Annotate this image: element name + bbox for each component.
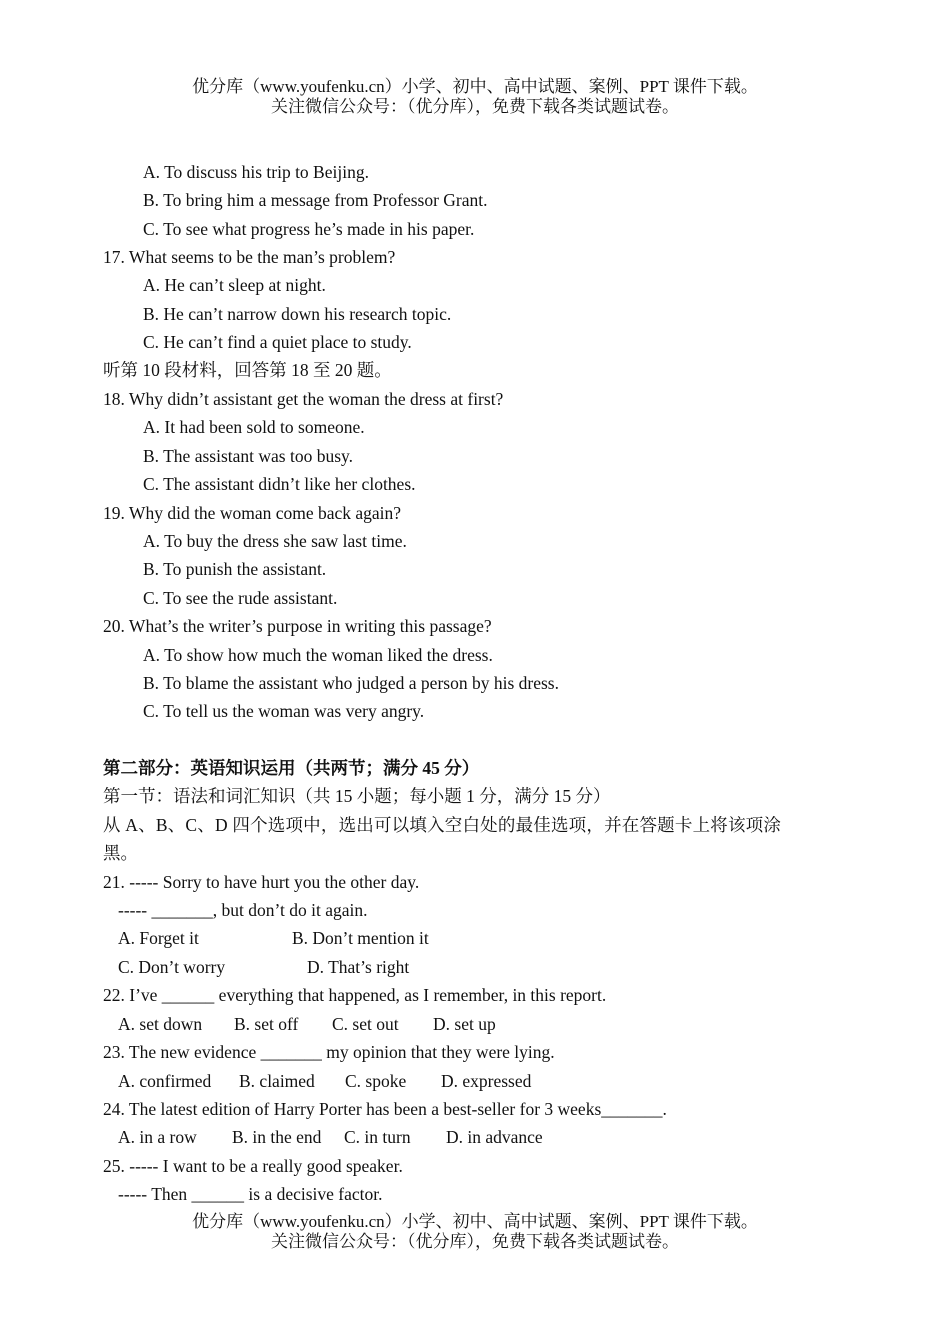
- q24-option-c: C. in turn: [344, 1127, 411, 1147]
- q19-option-b: B. To punish the assistant.: [143, 559, 327, 579]
- q17-option-c: C. He can’t find a quiet place to study.: [143, 332, 412, 352]
- q18-option-c: C. The assistant didn’t like her clothes.: [143, 474, 416, 494]
- q20-stem: 20. What’s the writer’s purpose in writing this passage?: [103, 616, 492, 636]
- q16-option-a: A. To discuss his trip to Beijing.: [143, 162, 369, 182]
- q21-reply: ----- _______, but don’t do it again.: [118, 900, 368, 920]
- q16-option-b: B. To bring him a message from Professor Grant.: [143, 190, 488, 210]
- q21-stem: 21. ----- Sorry to have hurt you the other day.: [103, 872, 420, 892]
- q21-option-b: B. Don’t mention it: [292, 928, 429, 948]
- q23-option-d: D. expressed: [441, 1071, 532, 1091]
- header-line-2: 关注微信公众号：（优分库），免费下载各类试题试卷。: [271, 97, 679, 116]
- q22-option-b: B. set off: [234, 1014, 299, 1034]
- q16-option-c: C. To see what progress he’s made in his paper.: [143, 219, 475, 239]
- q18-stem: 18. Why didn’t assistant get the woman the dress at first?: [103, 389, 504, 409]
- q20-option-b: B. To blame the assistant who judged a person by his dress.: [143, 673, 559, 693]
- q22-option-a: A. set down: [118, 1014, 203, 1034]
- q17-option-b: B. He can’t narrow down his research topic.: [143, 304, 452, 324]
- part2-title: 第二部分：英语知识运用（共两节；满分 45 分）: [103, 758, 480, 778]
- part2-section1: 第一节：语法和词汇知识（共 15 小题；每小题 1 分，满分 15 分）: [103, 786, 611, 806]
- q24-option-a: A. in a row: [118, 1127, 197, 1147]
- q17-stem: 17. What seems to be the man’s problem?: [103, 247, 396, 267]
- q20-option-c: C. To tell us the woman was very angry.: [143, 701, 425, 721]
- q21-option-d: D. That’s right: [307, 957, 410, 977]
- q19-option-a: A. To buy the dress she saw last time.: [143, 531, 407, 551]
- q17-option-a: A. He can’t sleep at night.: [143, 275, 326, 295]
- q20-option-a: A. To show how much the woman liked the dress.: [143, 645, 493, 665]
- q22-option-c: C. set out: [332, 1014, 399, 1034]
- q19-stem: 19. Why did the woman come back again?: [103, 503, 402, 523]
- q24-option-d: D. in advance: [446, 1127, 543, 1147]
- q23-stem: 23. The new evidence _______ my opinion that they were lying.: [103, 1042, 555, 1062]
- q22-option-d: D. set up: [433, 1014, 496, 1034]
- q24-option-b: B. in the end: [232, 1127, 322, 1147]
- page-header: [0, 77, 950, 117]
- part2-instruction-line2: 黑。: [103, 843, 138, 863]
- header-line-1: 优分库（www.youfenku.cn）小学、初中、高中试题、案例、PPT 课件下载。: [192, 77, 758, 96]
- footer-line-2: 关注微信公众号：（优分库），免费下载各类试题试卷。: [271, 1232, 679, 1251]
- q21-option-a: A. Forget it: [118, 928, 199, 948]
- q23-option-a: A. confirmed: [118, 1071, 212, 1091]
- q21-option-c: C. Don’t worry: [118, 957, 226, 977]
- q23-option-c: C. spoke: [345, 1071, 407, 1091]
- q25-reply: ----- Then ______ is a decisive factor.: [118, 1184, 383, 1204]
- q18-option-b: B. The assistant was too busy.: [143, 446, 353, 466]
- section-10-instruction: 听第 10 段材料，回答第 18 至 20 题。: [103, 360, 392, 380]
- q22-stem: 22. I’ve ______ everything that happened, as I remember, in this report.: [103, 985, 607, 1005]
- page-footer: [0, 1212, 950, 1252]
- q24-stem: 24. The latest edition of Harry Porter has been a best-seller for 3 weeks_______.: [103, 1099, 667, 1119]
- q19-option-c: C. To see the rude assistant.: [143, 588, 338, 608]
- q18-option-a: A. It had been sold to someone.: [143, 417, 365, 437]
- part2-instruction-line1: 从 A、B、C、D 四个选项中，选出可以填入空白处的最佳选项，并在答题卡上将该项涂: [103, 815, 782, 835]
- q25-stem: 25. ----- I want to be a really good speaker.: [103, 1156, 403, 1176]
- footer-line-1: 优分库（www.youfenku.cn）小学、初中、高中试题、案例、PPT 课件下载。: [192, 1212, 758, 1231]
- q23-option-b: B. claimed: [239, 1071, 315, 1091]
